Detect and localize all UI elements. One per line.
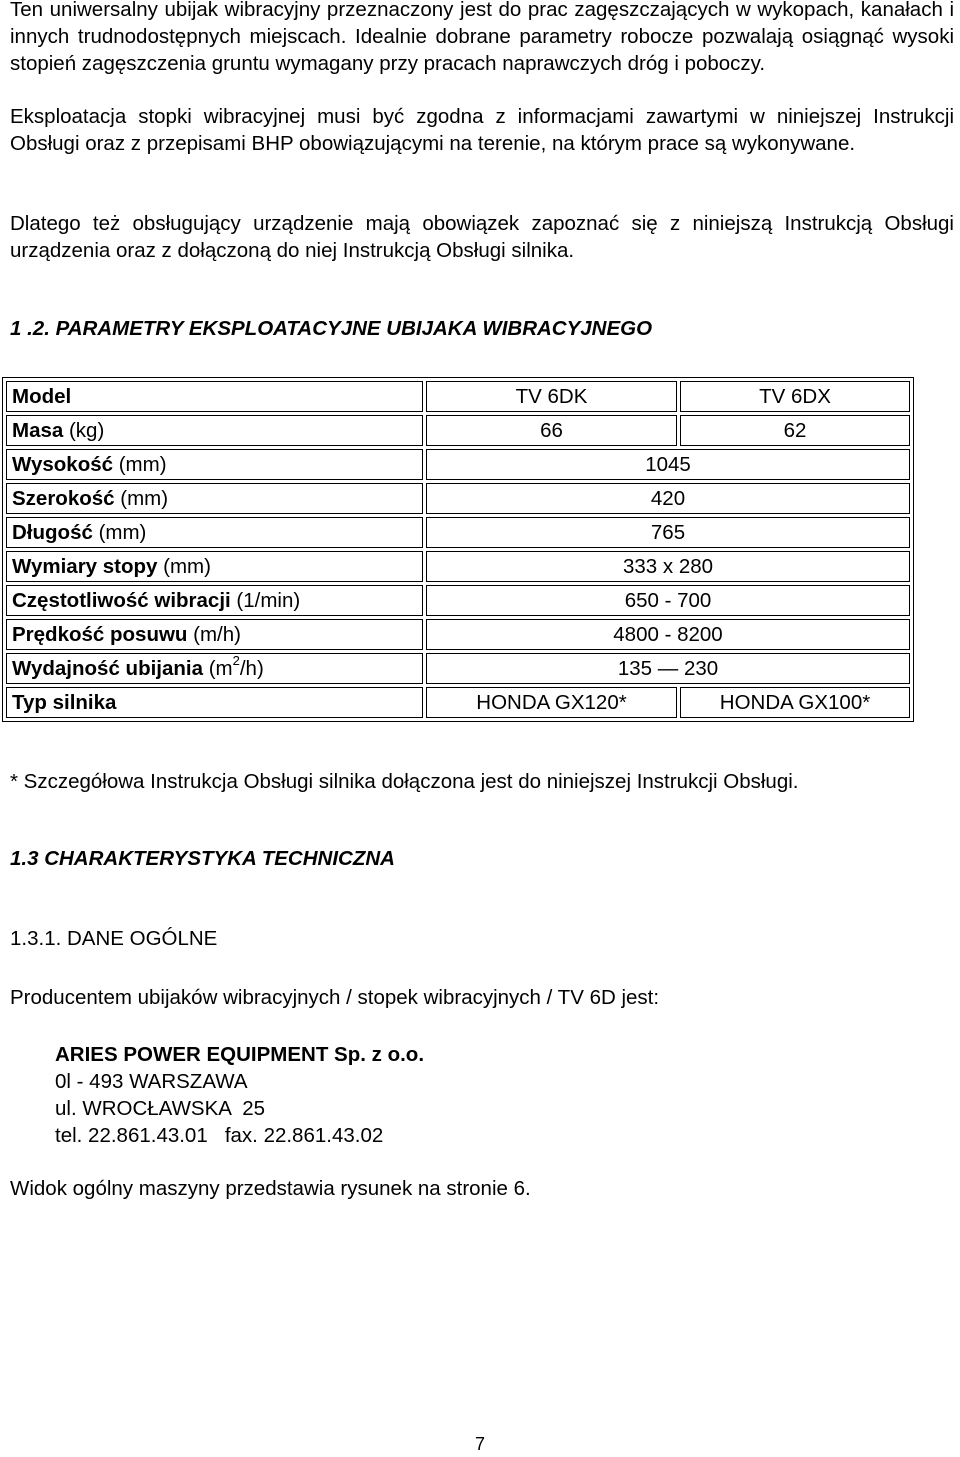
row-label: Prędkość posuwu [12,622,188,646]
intro-paragraph-2: Eksploatacja stopki wibracyjnej musi być zgodna z informacjami zawartymi w niniejszej Instrukcji Obsługi oraz z przepisami BHP obowiązującymi na terenie, na którym prace są wykonywane. [10,105,954,155]
row-unit: (mm) [113,452,167,476]
table-cell [6,449,423,480]
table-row [6,585,910,616]
table-row [6,551,910,582]
table-cell [6,653,423,684]
intro-paragraph-3: Dlatego też obsługujący urządzenie mają obowiązek zapoznać się z niniejszą Instrukcją Obsługi urządzenia oraz z dołączoną do niej Instrukcją Obsługi silnika. [10,212,954,262]
intro-paragraph-1: Ten uniwersalny ubijak wibracyjny przeznaczony jest do prac zagęszczających w wykopach, kanałach i innych trudnodostępnych miejscach. Idealnie dobrane parametry robocze pozwalają osiągnąć wysoki stopień zagęszczenia gruntu wymagany przy pracach naprawczych dróg i poboczy. [10,0,954,75]
table-cell [6,619,423,650]
table-cell: 66 [426,415,677,446]
table-cell: 765 [426,517,910,548]
table-cell: 650 - 700 [426,585,910,616]
row-unit: (kg) [63,418,105,442]
table-cell: HONDA GX100* [680,687,910,718]
company-name: ARIES POWER EQUIPMENT Sp. z o.o. [55,1043,425,1066]
closing-note: Widok ogólny maszyny przedstawia rysunek na stronie 6. [10,1177,531,1200]
table-cell: HONDA GX120* [426,687,677,718]
table-row [6,619,910,650]
table-header-row [6,381,910,412]
table-cell: 1045 [426,449,910,480]
address-line: ul. WROCŁAWSKA 25 [55,1097,265,1120]
table-row [6,653,910,684]
engine-footnote: * Szczegółowa Instrukcja Obsługi silnika dołączona jest do niniejszej Instrukcji Obsługi. [10,770,799,793]
table-cell: TV 6DX [680,381,910,412]
row-unit: (m/h) [187,622,241,646]
row-label: Częstotliwość wibracji [12,588,231,612]
contact-line: tel. 22.861.43.01 fax. 22.861.43.02 [55,1124,384,1147]
table-cell: 333 x 280 [426,551,910,582]
row-unit: (1/min) [230,588,301,612]
row-unit: (m [203,656,233,680]
unit-superscript: 2 [232,652,240,668]
page-number: 7 [474,1434,485,1454]
parameters-table [2,377,914,722]
table-cell: 4800 - 8200 [426,619,910,650]
row-label: Masa [12,418,64,442]
table-cell [6,483,423,514]
table-row [6,483,910,514]
section-heading-1-2: 1 .2. PARAMETRY EKSPLOATACYJNE UBIJAKA WIBRACYJNEGO [10,317,653,340]
table-cell [6,585,423,616]
row-label: Długość [12,520,93,544]
producer-intro: Producentem ubijaków wibracyjnych / stopek wibracyjnych / TV 6D jest: [10,986,660,1009]
row-unit: (mm) [157,554,211,578]
section-heading-1-3: 1.3 CHARAKTERYSTYKA TECHNICZNA [10,847,395,870]
table-cell: 135 — 230 [426,653,910,684]
table-cell [6,517,423,548]
table-cell: 62 [680,415,910,446]
table-row [6,449,910,480]
row-label: Wysokość [12,452,114,476]
row-label: Wymiary stopy [12,554,158,578]
table-row [6,687,910,718]
row-label: Wydajność ubijania [12,656,203,680]
table-cell [6,687,423,718]
section-heading-1-3-1: 1.3.1. DANE OGÓLNE [10,927,218,950]
table-cell: 420 [426,483,910,514]
table-cell: Model [6,381,423,412]
row-unit: (mm) [92,520,147,544]
producer-address [55,1041,424,1149]
row-unit: /h) [239,656,264,680]
address-line: 0l - 493 WARSZAWA [55,1070,248,1093]
table-cell [6,415,423,446]
table-row [6,517,910,548]
row-label: Szerokość [12,486,115,510]
table-row [6,415,910,446]
row-label: Typ silnika [12,690,117,714]
row-unit: (mm) [114,486,169,510]
table-cell: TV 6DK [426,381,677,412]
table-cell [6,551,423,582]
